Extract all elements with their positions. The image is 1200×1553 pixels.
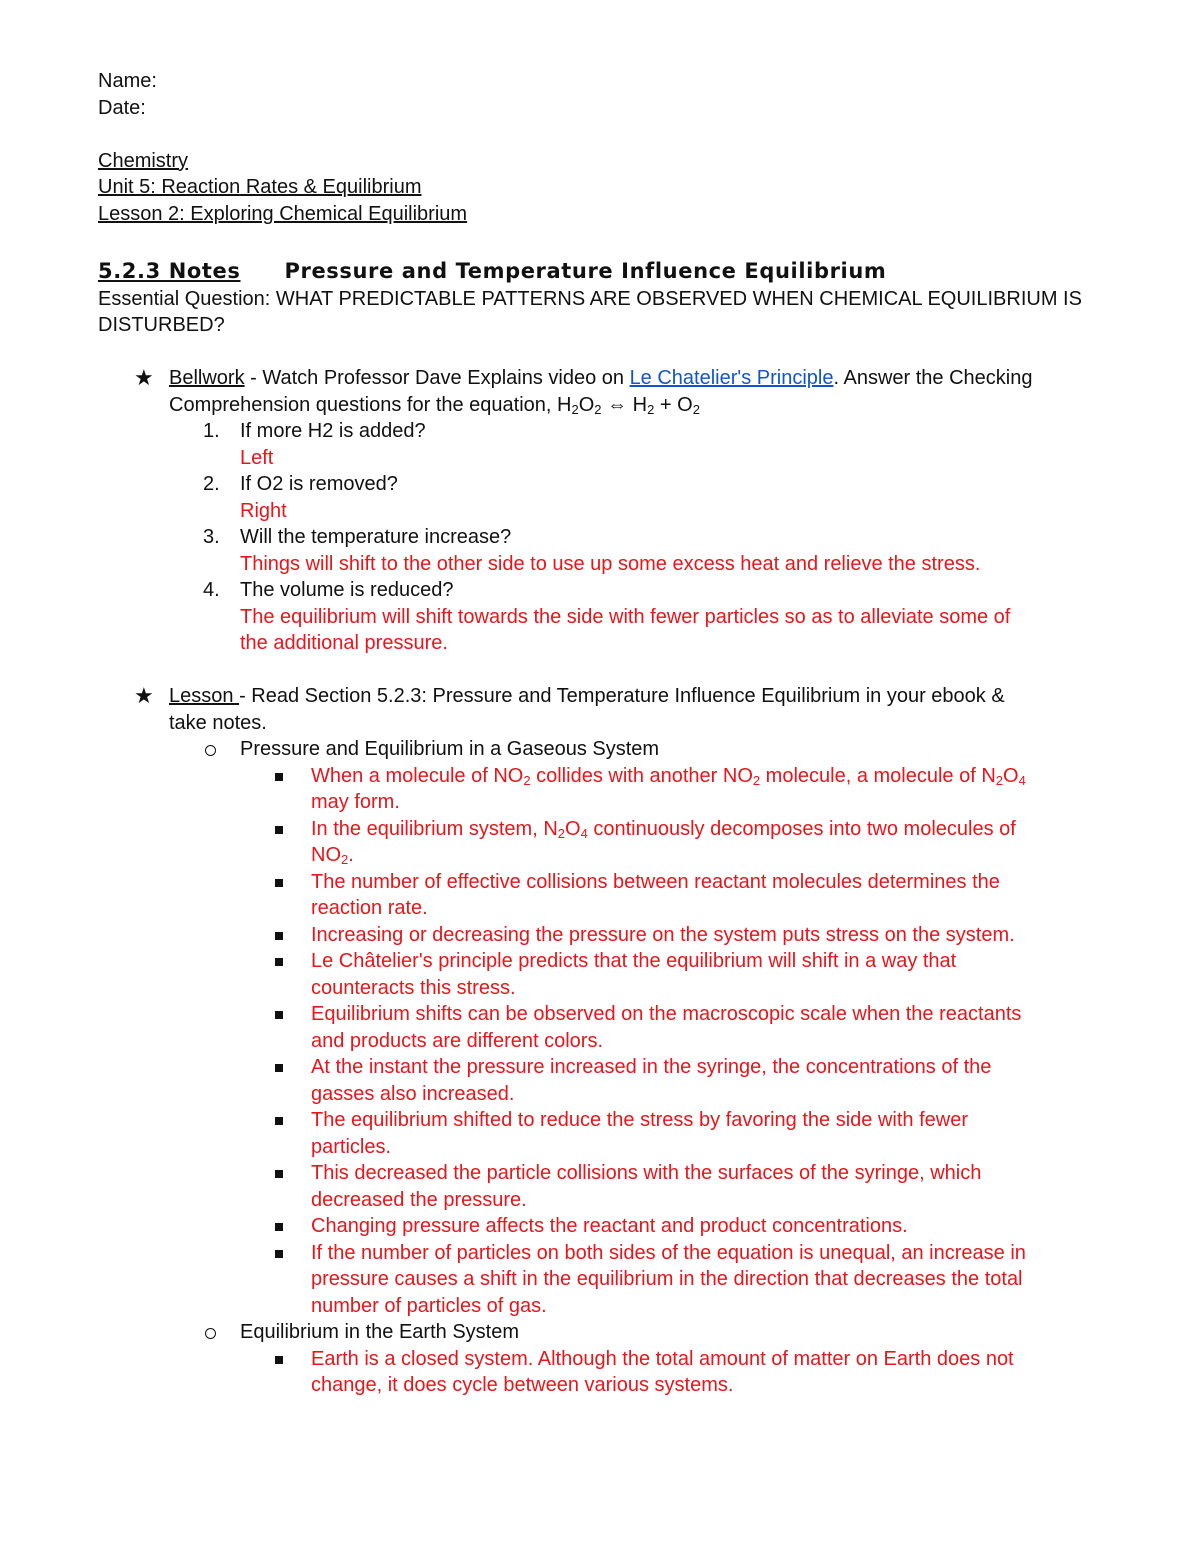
square-bullet-icon bbox=[275, 932, 283, 940]
square-bullet-icon bbox=[275, 1011, 283, 1019]
topic-item: Equilibrium in the Earth System bbox=[98, 1319, 1108, 1346]
list-item: Changing pressure affects the reactant and product concentrations. bbox=[98, 1213, 1108, 1240]
star-bullet-icon: ★ bbox=[134, 683, 154, 708]
page-title bbox=[98, 256, 1108, 286]
list-item: If the number of particles on both sides of the equation is unequal, an increase in pressure causes a shift in the equilibrium in the direction that decreases the total number of particles of gas. bbox=[98, 1240, 1108, 1320]
square-bullet-icon bbox=[275, 1170, 283, 1178]
list-item: This decreased the particle collisions with the surfaces of the syringe, which decreased the pressure. bbox=[98, 1160, 1108, 1213]
list-item: Increasing or decreasing the pressure on the system puts stress on the system. bbox=[98, 922, 1108, 949]
list-item: When a molecule of $NO_2$ collides with another $NO_2$ molecule, a molecule of $N_2O_4$ may form. bbox=[98, 763, 1108, 816]
equation-line: Comprehension questions for the equation, $H_2O_2$ ⇔ $H_2 + O_2$ bbox=[169, 393, 700, 417]
square-bullet-icon bbox=[275, 1117, 283, 1125]
essential-question: Essential Question: WHAT PREDICTABLE PATTERNS ARE OBSERVED WHEN CHEMICAL EQUILIBRIUM IS bbox=[98, 287, 1082, 310]
circle-bullet-icon bbox=[205, 1328, 216, 1339]
square-bullet-icon bbox=[275, 1223, 283, 1231]
course-title: Chemistry bbox=[98, 149, 189, 172]
unit-title: Unit 5: Reaction Rates & Equilibrium bbox=[98, 176, 422, 198]
topic-item: Pressure and Equilibrium in a Gaseous System bbox=[98, 736, 1108, 763]
square-bullet-icon bbox=[275, 879, 283, 887]
notes-title: Pressure and Temperature Influence Equilibrium bbox=[284, 258, 887, 283]
le-chatelier-link[interactable]: Le Chatelier's Principle bbox=[629, 367, 834, 389]
square-bullet-icon bbox=[275, 826, 283, 834]
square-bullet-icon bbox=[275, 1064, 283, 1072]
square-bullet-icon bbox=[275, 773, 283, 781]
list-item: In the equilibrium system, $N_2O_4$ continuously decomposes into two molecules of $NO_2$. bbox=[98, 816, 1108, 869]
list-item: 2. If O2 is removed? Right bbox=[203, 473, 398, 522]
document-page bbox=[98, 68, 1108, 1399]
list-item: The number of effective collisions between reactant molecules determines the reaction rate. bbox=[98, 869, 1108, 922]
square-bullet-icon bbox=[275, 958, 283, 966]
bellwork-label: Bellwork bbox=[169, 367, 245, 389]
circle-bullet-icon bbox=[205, 745, 216, 756]
list-item: 3. Will the temperature increase? Things will shift to the other side to use up some excess heat and relieve the stress. bbox=[203, 526, 981, 575]
list-item: Equilibrium shifts can be observed on the macroscopic scale when the reactants and products are different colors. bbox=[98, 1001, 1108, 1054]
square-bullet-icon bbox=[275, 1356, 283, 1364]
list-item: The equilibrium shifted to reduce the stress by favoring the side with fewer particles. bbox=[98, 1107, 1108, 1160]
list-item: At the instant the pressure increased in the syringe, the concentrations of the gasses also increased. bbox=[98, 1054, 1108, 1107]
notes-number: 5.2.3 Notes bbox=[98, 258, 241, 283]
bellwork-section: ★ Bellwork - Watch Professor Dave Explains video on Le Chatelier's Principle. Answer the Checking Comprehension questions for the equation, $H_2O_2$ ⇔ $H_2 + O_2$ bbox=[98, 365, 1108, 418]
lesson-label: Lesson bbox=[169, 685, 240, 707]
list-item: 4. The volume is reduced? The equilibrium will shift towards the side with fewer particles so as to alleviate some of the additional pressure. bbox=[203, 579, 1011, 654]
list-item: 1. If more H2 is added? Left bbox=[203, 420, 426, 469]
star-bullet-icon: ★ bbox=[134, 365, 154, 390]
essential-question-cont: DISTURBED? bbox=[98, 314, 225, 336]
date-label: Date: bbox=[98, 96, 146, 119]
list-item: Earth is a closed system. Although the total amount of matter on Earth does not change, it does cycle between various systems. bbox=[98, 1346, 1108, 1399]
square-bullet-icon bbox=[275, 1250, 283, 1258]
lesson-section: ★ Lesson - Read Section 5.2.3: Pressure and Temperature Influence Equilibrium in your ebook & take notes. bbox=[134, 683, 1005, 734]
list-item: Le Châtelier's principle predicts that the equilibrium will shift in a way that counteracts this stress. bbox=[98, 948, 1108, 1001]
lesson-title: Lesson 2: Exploring Chemical Equilibrium bbox=[98, 202, 468, 225]
name-label: Name: bbox=[98, 70, 157, 92]
